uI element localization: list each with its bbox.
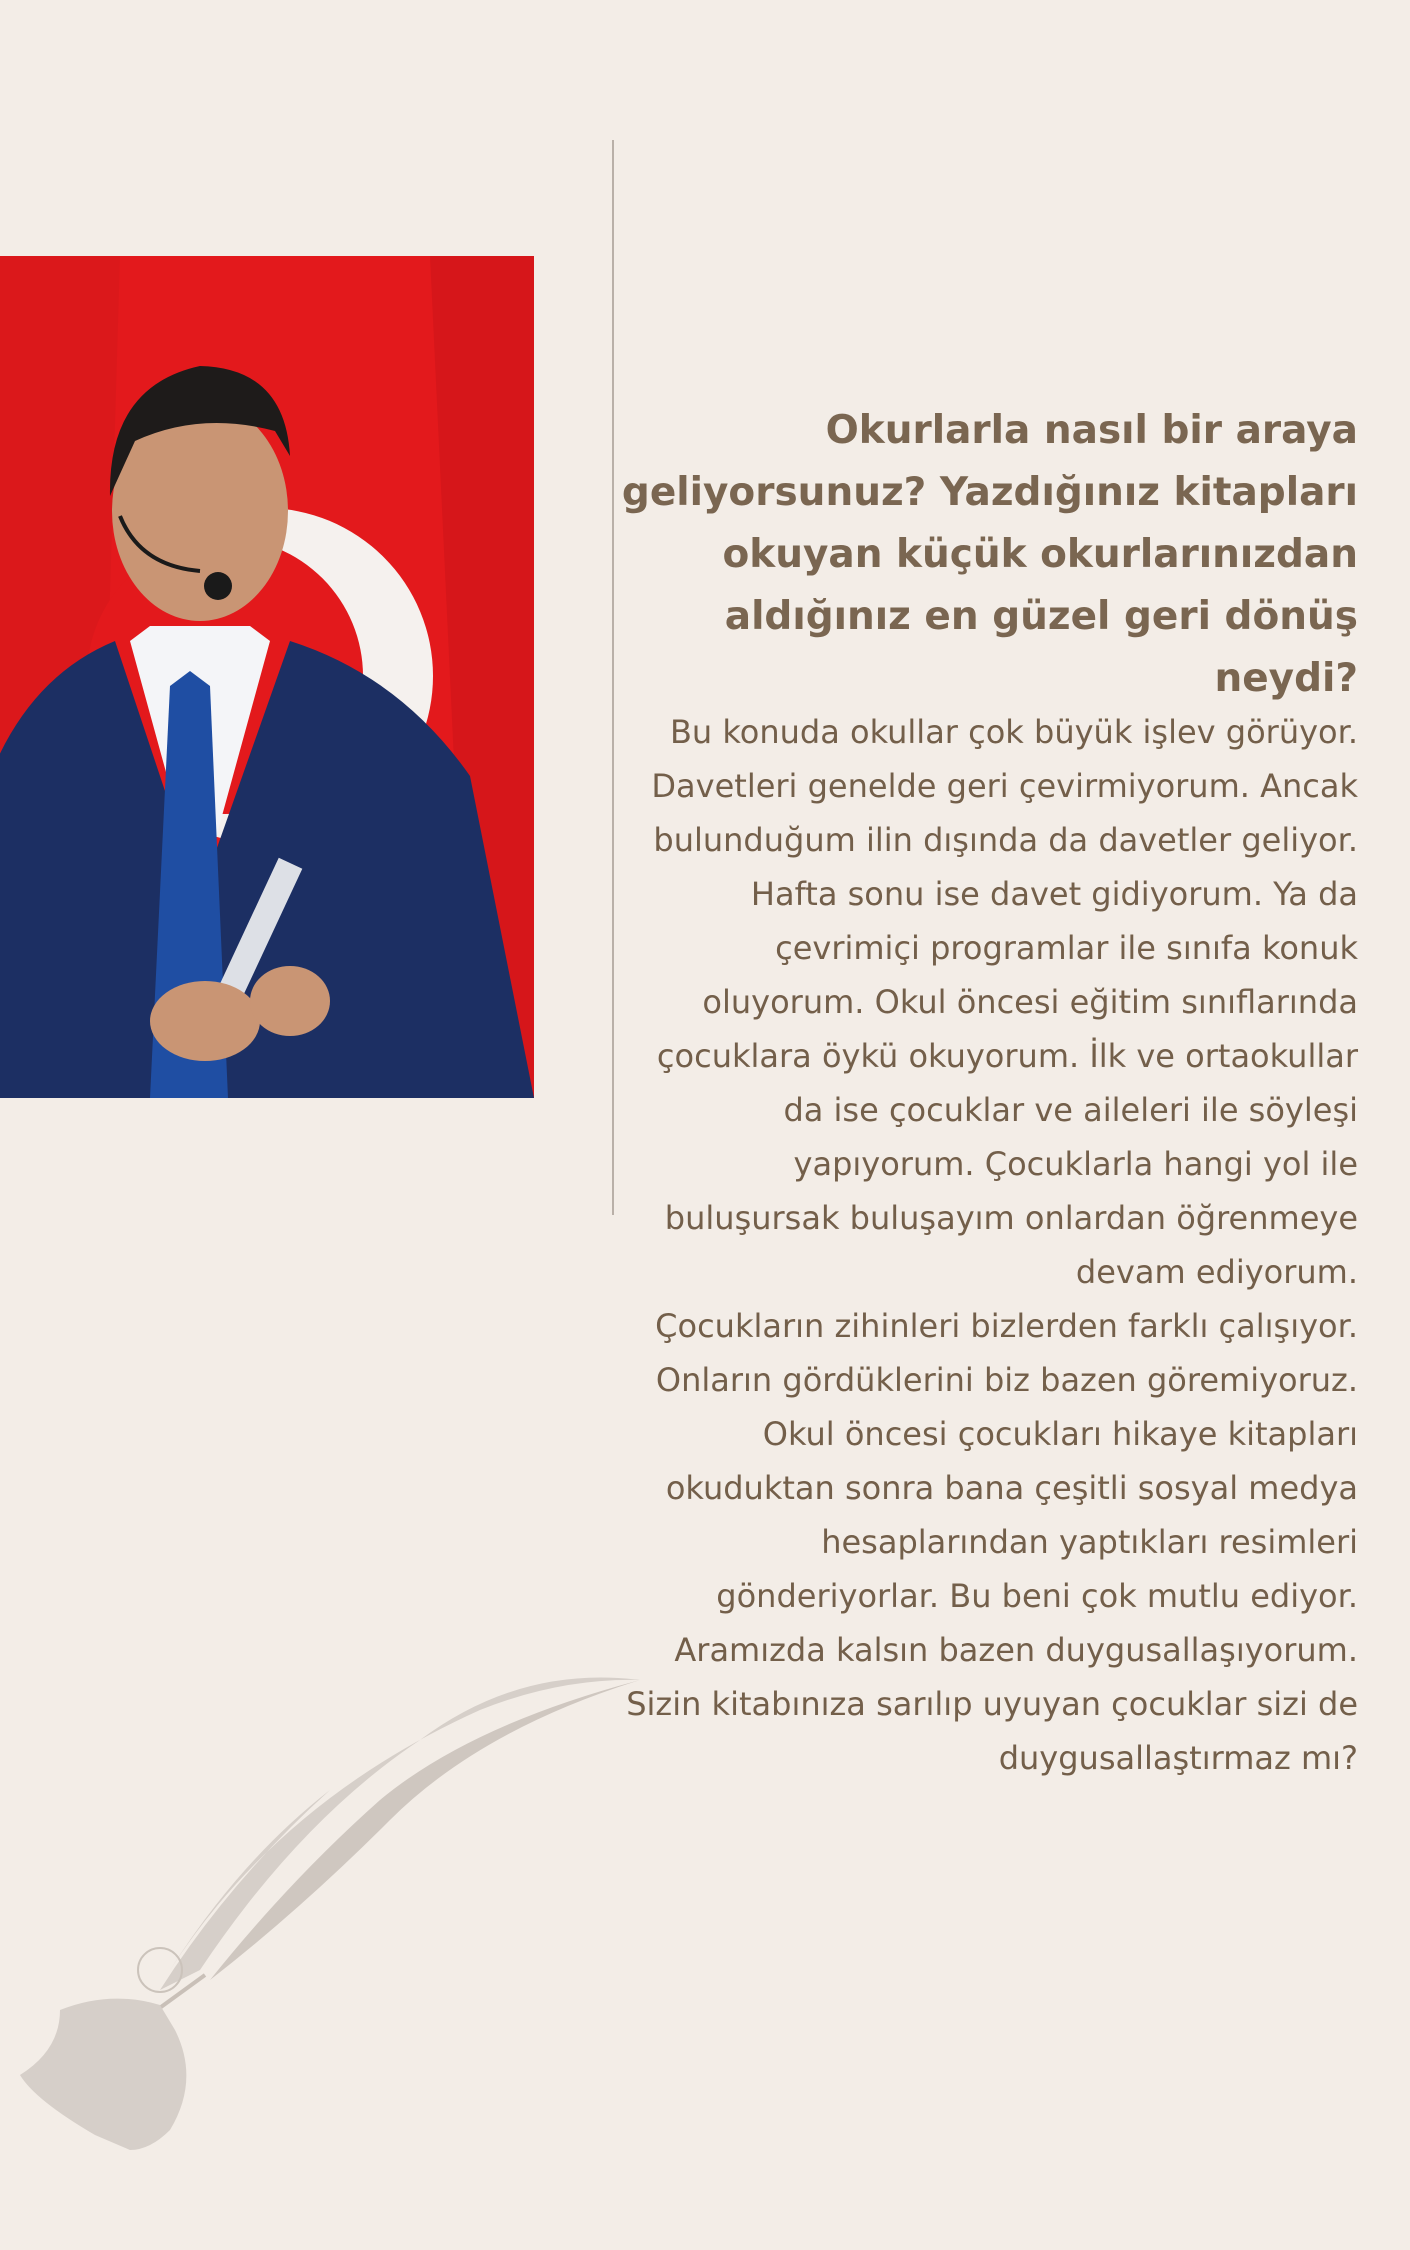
portrait-photo [0,256,534,1098]
quill-inkwell-icon [0,1670,660,2170]
answer-paragraph: Çocukların zihinleri bizlerden farklı çalışıyor. Onların gördüklerini biz bazen göremiyoruz. Okul öncesi çocukları hikaye kitapları okuduktan sonra bana çeşitli sosyal medya hesaplarından yaptıkları resimleri gönderiyorlar. Bu beni çok mutlu ediyor. Aramızda kalsın bazen duygusallaşıyorum. Sizin kitabınıza sarılıp uyuyan çocuklar sizi de duygusallaştırmaz mı? [626,1307,1358,1777]
interview-question: Okurlarla nasıl bir araya geliyorsunuz? Yazdığınız kitapları okuyan küçük okurlarınızdan aldığınız en güzel geri dönüş neydi? [621,408,1358,701]
answer-paragraph: Bu konuda okullar çok büyük işlev görüyor. Davetleri genelde geri çevirmiyorum. Ancak bulunduğum ilin dışında da davetler geliyor. Hafta sonu ise davet gidiyorum. Ya da çevrimiçi programlar ile sınıfa konuk oluyorum. Okul öncesi eğitim sınıflarında çocuklara öykü okuyorum. İlk ve ortaokullar da ise çocuklar ve aileleri ile söyleşi yapıyorum. Çocuklarla hangi yol ile buluşursak buluşayım onlardan öğrenmeye devam ediyorum. [651,713,1358,1291]
interview-answer [612,705,1358,1785]
